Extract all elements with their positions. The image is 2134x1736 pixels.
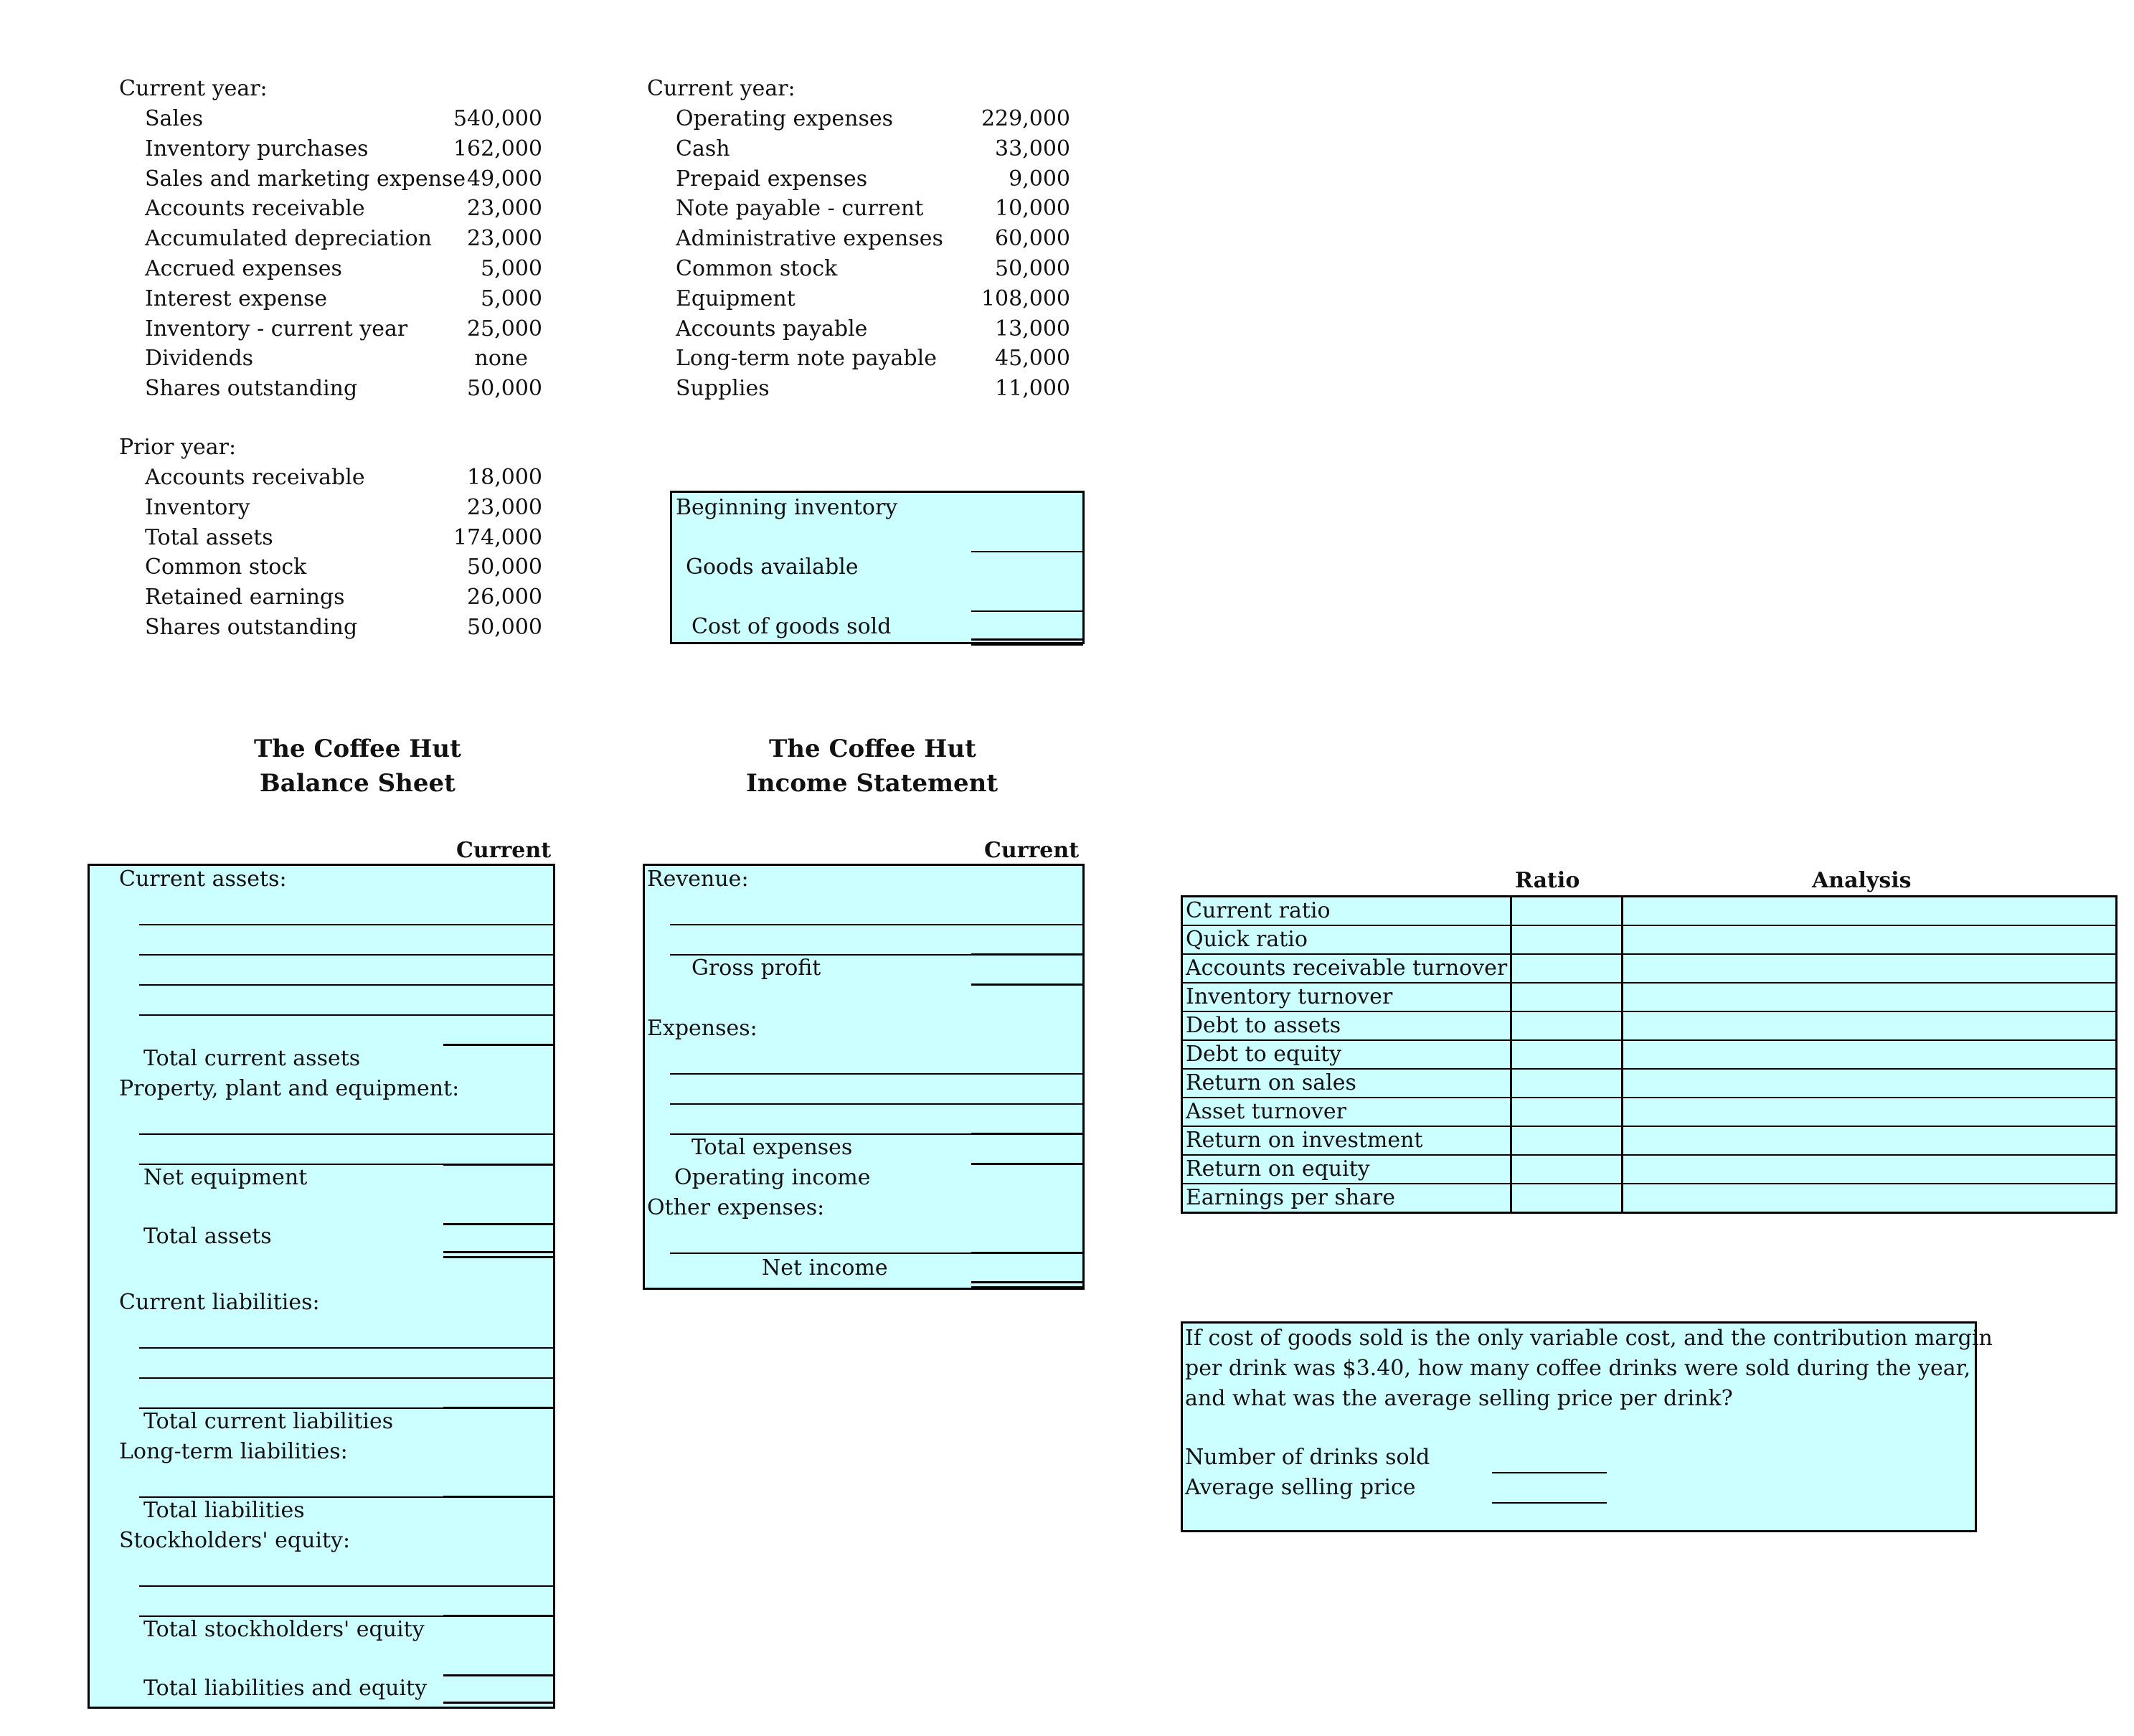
income-statement-title: Income Statement [746, 769, 998, 798]
revenue-subtotal-line[interactable] [971, 953, 1083, 956]
list-item-label: Prepaid expenses [676, 166, 868, 192]
list-item-value: 23,000 [467, 494, 542, 520]
equity-line[interactable] [139, 1585, 554, 1587]
stockholders-equity-label: Stockholders' equity: [119, 1528, 351, 1553]
analysis-cell[interactable] [1622, 1011, 2116, 1040]
list-item-label: Operating expenses [676, 106, 893, 131]
analysis-column-header: Analysis [1812, 868, 1912, 893]
list-item-label: Supplies [676, 376, 770, 402]
net-income-double-underline [971, 1281, 1083, 1288]
ratio-row [1182, 1011, 2117, 1040]
ratio-row [1182, 1155, 2117, 1184]
list-item-value: 50,000 [467, 555, 542, 580]
analysis-cell[interactable] [1622, 1126, 2116, 1155]
total-expenses-line[interactable] [971, 1163, 1083, 1165]
ratio-value-cell[interactable] [1511, 1126, 1623, 1155]
ratio-table [1181, 895, 2118, 1214]
other-expenses-subtotal-line[interactable] [971, 1252, 1083, 1254]
cogs-double-underline [971, 638, 1083, 646]
ratio-column-header: Ratio [1515, 868, 1580, 893]
list-item-label: Inventory [145, 494, 250, 520]
ratio-value-cell[interactable] [1511, 983, 1623, 1011]
list-item-value: 18,000 [467, 465, 542, 490]
total-expenses-label: Total expenses [691, 1135, 853, 1160]
list-item-label: Inventory purchases [145, 136, 369, 161]
balance-sheet-column-header: Current [456, 838, 552, 863]
list-item-value: 50,000 [467, 376, 542, 402]
income-statement-column-header: Current [984, 838, 1080, 863]
list-item-label: Administrative expenses [676, 226, 943, 252]
list-item-label: Shares outstanding [145, 376, 358, 402]
total-liabilities-equity-line[interactable] [443, 1674, 554, 1676]
balance-sheet-box [88, 864, 555, 1709]
ratio-label: Asset turnover [1182, 1098, 1511, 1126]
list-item-label: Equipment [676, 286, 795, 311]
list-item-value: 49,000 [467, 166, 542, 192]
balance-sheet-company: The Coffee Hut [254, 735, 461, 763]
current-assets-label: Current assets: [119, 867, 287, 892]
ratio-value-cell[interactable] [1511, 1155, 1623, 1184]
list-item-value: 10,000 [995, 196, 1070, 222]
ratio-row [1182, 954, 2117, 983]
avg-price-answer-line[interactable] [1492, 1502, 1607, 1504]
list-item-value: 23,000 [467, 196, 542, 222]
ratio-value-cell[interactable] [1511, 897, 1623, 926]
analysis-cell[interactable] [1622, 1155, 2116, 1184]
list-item-value: 45,000 [995, 346, 1070, 372]
net-income-label: Net income [762, 1255, 888, 1280]
analysis-cell[interactable] [1622, 1098, 2116, 1126]
ratio-row [1182, 1069, 2117, 1098]
ratio-value-cell[interactable] [1511, 1098, 1623, 1126]
ratio-label: Quick ratio [1182, 925, 1511, 954]
list-item-label: Common stock [145, 555, 307, 580]
list-item-label: Dividends [145, 346, 254, 372]
analysis-cell[interactable] [1622, 1184, 2116, 1213]
list-item-value: 9,000 [1009, 166, 1070, 192]
analysis-cell[interactable] [1622, 897, 2116, 926]
current-asset-line[interactable] [139, 984, 554, 986]
list-item-value: 11,000 [995, 376, 1070, 402]
total-liabilities-label: Total liabilities [143, 1498, 305, 1523]
avg-price-label: Average selling price [1185, 1475, 1416, 1500]
list-item-label: Interest expense [145, 286, 328, 311]
list-item-value: 13,000 [995, 316, 1070, 341]
ratio-row [1182, 983, 2117, 1011]
expenses-subtotal-line[interactable] [971, 1133, 1083, 1135]
total-liabilities-line[interactable] [443, 1496, 554, 1498]
gross-profit-line[interactable] [971, 983, 1083, 986]
ratio-row [1182, 1126, 2117, 1155]
list-item-label: Accounts receivable [145, 196, 365, 222]
list-item-label: Total assets [145, 524, 273, 550]
ratio-label: Return on equity [1182, 1155, 1511, 1184]
ratio-label: Return on sales [1182, 1069, 1511, 1098]
current-year-heading-right: Current year: [647, 76, 795, 101]
analysis-cell[interactable] [1622, 1069, 2116, 1098]
list-item-label: Sales and marketing expense [145, 166, 466, 192]
list-item-label: Sales [145, 106, 204, 131]
long-term-liabilities-label: Long-term liabilities: [119, 1439, 348, 1464]
ratio-value-cell[interactable] [1511, 1184, 1623, 1213]
revenue-line[interactable] [670, 924, 1083, 925]
ppe-label: Property, plant and equipment: [119, 1076, 460, 1101]
other-expenses-label: Other expenses: [647, 1195, 825, 1220]
ratio-label: Accounts receivable turnover [1182, 954, 1511, 983]
total-stockholders-equity-label: Total stockholders' equity [143, 1617, 425, 1642]
ratio-value-cell[interactable] [1511, 1069, 1623, 1098]
list-item-label: Accrued expenses [145, 256, 342, 281]
goods-available-line[interactable] [971, 610, 1083, 612]
list-item-value: 162,000 [453, 136, 542, 161]
list-item-label: Retained earnings [145, 585, 345, 610]
gross-profit-label: Gross profit [691, 956, 821, 981]
list-item-label: Cash [676, 136, 730, 161]
ppe-subtotal-line[interactable] [443, 1164, 554, 1166]
ratio-value-cell[interactable] [1511, 1040, 1623, 1069]
current-liabilities-subtotal-line[interactable] [443, 1407, 554, 1409]
question-line-2: per drink was $3.40, how many coffee drinks were sold during the year, [1185, 1356, 1971, 1381]
expenses-label: Expenses: [647, 1016, 757, 1041]
total-assets-label: Total assets [143, 1224, 272, 1249]
beginning-inventory-line[interactable] [971, 551, 1083, 552]
expense-line[interactable] [670, 1073, 1083, 1075]
list-item-value: 23,000 [467, 226, 542, 252]
list-item-value: 174,000 [453, 524, 542, 550]
goods-available-label: Goods available [686, 555, 859, 580]
drinks-sold-answer-line[interactable] [1492, 1472, 1607, 1473]
current-asset-line[interactable] [139, 924, 554, 925]
prior-year-heading: Prior year: [119, 435, 237, 460]
list-item-value: 33,000 [995, 136, 1070, 161]
analysis-cell[interactable] [1622, 925, 2116, 954]
income-statement-company: The Coffee Hut [769, 735, 976, 763]
analysis-cell[interactable] [1622, 1040, 2116, 1069]
ratio-value-cell[interactable] [1511, 954, 1623, 983]
total-assets-line[interactable] [443, 1223, 554, 1225]
list-item-label: Accounts receivable [145, 465, 365, 490]
list-item-value: none [474, 346, 528, 372]
ratio-label: Debt to equity [1182, 1040, 1511, 1069]
drinks-sold-label: Number of drinks sold [1185, 1445, 1430, 1470]
net-equipment-label: Net equipment [143, 1165, 308, 1190]
expense-line[interactable] [670, 1103, 1083, 1105]
cost-of-goods-sold-label: Cost of goods sold [691, 614, 892, 639]
total-current-assets-label: Total current assets [143, 1046, 361, 1071]
list-item-value: 50,000 [995, 256, 1070, 281]
total-assets-double-underline [443, 1251, 554, 1258]
analysis-cell[interactable] [1622, 954, 2116, 983]
list-item-value: 50,000 [467, 615, 542, 640]
list-item-label: Note payable - current [676, 196, 924, 222]
current-asset-line[interactable] [139, 954, 554, 956]
total-current-liabilities-label: Total current liabilities [143, 1409, 394, 1434]
ppe-line[interactable] [139, 1133, 554, 1135]
ratio-value-cell[interactable] [1511, 1011, 1623, 1040]
current-assets-subtotal-line[interactable] [443, 1044, 554, 1046]
list-item-label: Shares outstanding [145, 615, 358, 640]
list-item-label: Inventory - current year [145, 316, 408, 341]
analysis-cell[interactable] [1622, 983, 2116, 1011]
current-year-heading-left: Current year: [119, 76, 268, 101]
current-liability-line[interactable] [139, 1347, 554, 1349]
list-item-value: 108,000 [981, 286, 1070, 311]
current-liabilities-label: Current liabilities: [119, 1290, 320, 1315]
ratio-row [1182, 897, 2117, 926]
list-item-label: Accounts payable [676, 316, 868, 341]
ratio-row [1182, 1098, 2117, 1126]
total-equity-line[interactable] [443, 1615, 554, 1617]
ratio-label: Return on investment [1182, 1126, 1511, 1155]
ratio-row [1182, 1184, 2117, 1213]
total-liabilities-equity-label: Total liabilities and equity [143, 1676, 428, 1701]
list-item-label: Accumulated depreciation [145, 226, 432, 252]
list-item-value: 5,000 [481, 256, 542, 281]
question-line-1: If cost of goods sold is the only variable cost, and the contribution margin [1185, 1326, 1993, 1351]
ratio-label: Debt to assets [1182, 1011, 1511, 1040]
list-item-value: 229,000 [981, 106, 1070, 131]
list-item-value: 60,000 [995, 226, 1070, 252]
ratio-value-cell[interactable] [1511, 925, 1623, 954]
ratio-label: Earnings per share [1182, 1184, 1511, 1213]
list-item-value: 540,000 [453, 106, 542, 131]
question-line-3: and what was the average selling price per drink? [1185, 1386, 1733, 1411]
ratio-row [1182, 1040, 2117, 1069]
current-asset-line[interactable] [139, 1014, 554, 1016]
ratio-label: Inventory turnover [1182, 983, 1511, 1011]
ratio-row [1182, 925, 2117, 954]
ratio-label: Current ratio [1182, 897, 1511, 926]
balance-sheet-title: Balance Sheet [260, 769, 455, 798]
list-item-value: 26,000 [467, 585, 542, 610]
operating-income-label: Operating income [674, 1165, 871, 1190]
list-item-label: Long-term note payable [676, 346, 937, 372]
beginning-inventory-label: Beginning inventory [676, 495, 898, 520]
revenue-label: Revenue: [647, 867, 749, 892]
total-liabilities-equity-double-underline [443, 1702, 554, 1709]
list-item-value: 5,000 [481, 286, 542, 311]
income-statement-box [643, 864, 1085, 1290]
current-liability-line[interactable] [139, 1377, 554, 1379]
list-item-label: Common stock [676, 256, 838, 281]
list-item-value: 25,000 [467, 316, 542, 341]
